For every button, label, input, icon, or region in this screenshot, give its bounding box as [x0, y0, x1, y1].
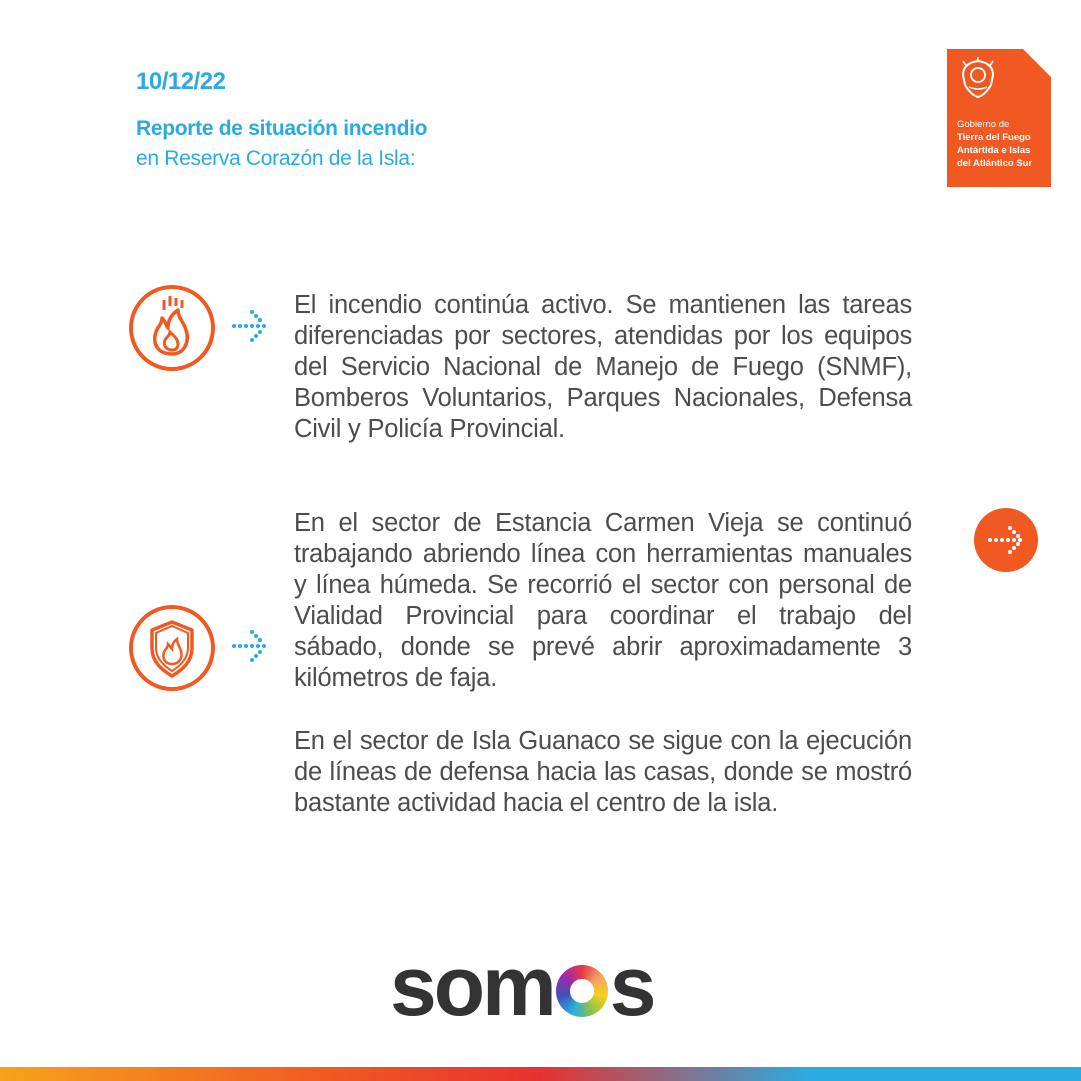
next-arrow-icon [974, 508, 1038, 572]
dotted-arrow-icon [230, 308, 270, 344]
crest-icon [955, 55, 1001, 101]
bottom-gradient-bar [0, 1067, 1081, 1081]
logo-line-2: Tierra del Fuego [957, 132, 1031, 143]
brand-text-start: som [390, 939, 554, 1033]
logo-line-4: del Atlántico Sur [957, 158, 1033, 169]
paragraph-fire-status: El incendio continúa activo. Se mantienen las tareas diferenciadas por sectores, atendidas por los equipos del Servicio Nacional de Manejo de Fuego (SNMF), Bomberos Voluntarios, Parques Nacionales, Defensa Civil y Policía Provincial. [294, 291, 912, 443]
report-title: Reporte de situación incendio [136, 117, 428, 140]
dotted-arrow-icon [230, 628, 270, 664]
logo-corner-fold [1023, 49, 1051, 77]
logo-line-1: Gobierno de [957, 119, 1010, 130]
government-logo [947, 49, 1051, 187]
paragraph-isla-guanaco: En el sector de Isla Guanaco se sigue con la ejecución de líneas de defensa hacia las casas, donde se mostró bastante actividad hacia el centro de la isla. [294, 727, 912, 817]
next-slide-button[interactable] [974, 508, 1038, 572]
fire-shield-icon [128, 604, 216, 692]
report-subtitle: en Reserva Corazón de la Isla: [136, 147, 416, 170]
brand-color-ring [556, 965, 608, 1017]
brand-text-end: s [609, 939, 654, 1033]
somos-brand-logo [390, 939, 690, 1033]
paragraph-estancia-carmen-vieja: En el sector de Estancia Carmen Vieja se continuó trabajando abriendo línea con herramientas manuales y línea húmeda. Se recorrió el sector con personal de Vialidad Provincial para coordinar el trabajo del sábado, donde se prevé abrir aproximadamente 3 kilómetros de faja. [294, 509, 912, 692]
report-date: 10/12/22 [136, 68, 226, 95]
logo-line-3: Antártida e Islas [957, 145, 1031, 156]
fire-icon [128, 284, 216, 372]
